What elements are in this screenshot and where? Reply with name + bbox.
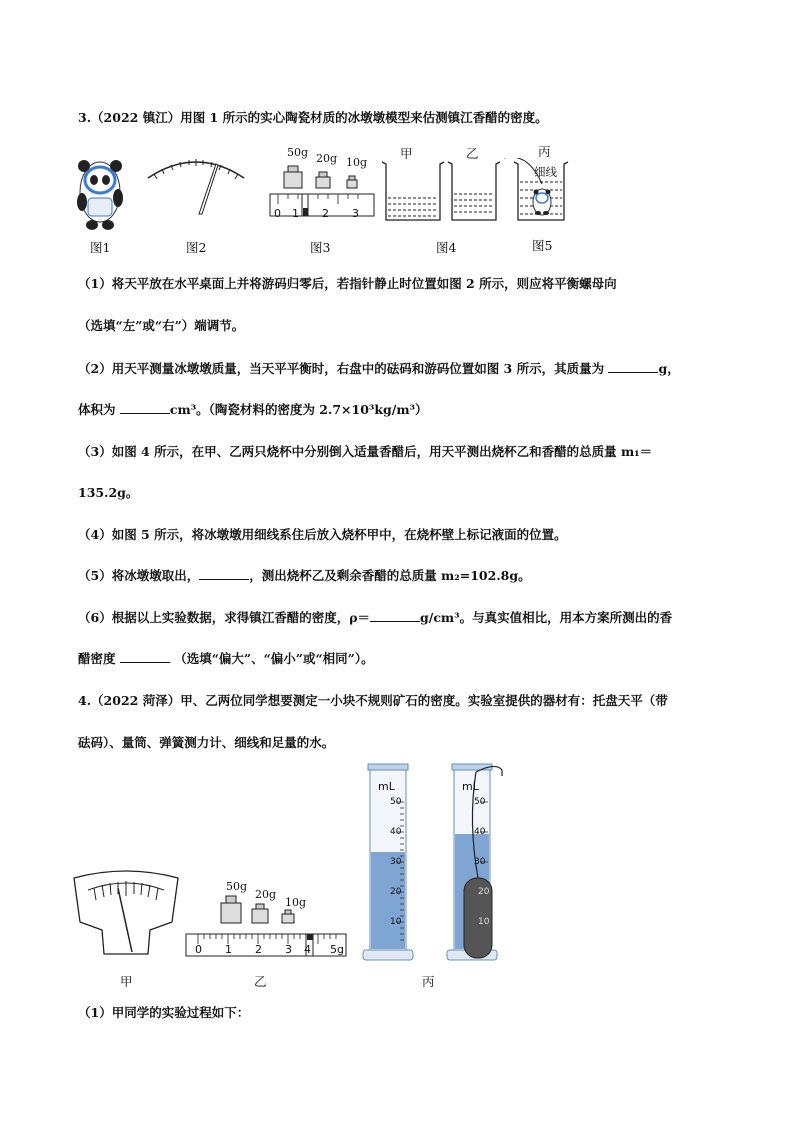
q3-part4: （4）如图 5 所示，将冰墩墩用细线系住后放入烧杯甲中，在烧杯壁上标记液面的位置。 [78,527,567,542]
q3-part2-unit: g， [658,361,680,376]
q3-part5 [78,568,531,584]
weight-label-10g: 10g [346,156,368,169]
q4-part1: （1）甲同学的实验过程如下： [78,1005,250,1020]
q3-part6-line1 [78,610,672,626]
fig-caption-5: 图5 [532,238,553,253]
q3-part6b-pre: 醋密度 [78,651,116,666]
q3-part6b-post: （选填“偏大”、“偏小”或“相同”）。 [174,651,374,666]
figure-yi-weights-and-scale [184,894,350,960]
q4-scale-tick-4: 4 [304,943,311,956]
q3-part1-line2: （选填“左”或“右”）端调节。 [78,318,245,333]
q4-weight-label-10g: 10g [285,896,307,909]
cylinder2-tick-20: 20 [478,887,490,897]
scale-tick-3: 3 [352,207,359,220]
fig-caption-1: 图1 [90,240,111,255]
cylinder1-tick-30: 30 [390,857,402,867]
q4-fig-caption-jia: 甲 [120,974,133,989]
figure-jia-balance-dial [72,862,180,958]
answer-blank-comparison[interactable] [120,651,170,663]
scale-tick-0: 0 [274,207,281,220]
q3-part3-line2: 135.2g。 [78,485,139,500]
answer-blank-density[interactable] [370,610,420,622]
cylinder2-tick-30: 30 [474,857,486,867]
q3-part2-line2 [78,402,428,418]
cylinder1-tick-50: 50 [390,797,402,807]
q3-stem: 3.（2022 镇江）用图 1 所示的实心陶瓷材质的冰墩墩模型来估测镇江香醋的密度。 [78,110,548,125]
q4-scale-tick-5: 5g [330,943,344,956]
q3-part2-line1 [78,361,680,377]
figure-4-5-beakers [378,158,572,224]
cylinder2-unit-label: mL [462,780,479,793]
q4-weight-label-20g: 20g [255,888,277,901]
q3-part2-text: （2）用天平测量冰墩墩质量，当天平平衡时，右盘中的砝码和游码位置如图 3 所示，其质量为 [78,361,605,376]
q3-part6-post: g/cm³。与真实值相比，用本方案所测出的香 [420,610,673,625]
figure-1-mascot [74,150,126,232]
q4-scale-tick-1: 1 [225,943,232,956]
beaker-label-jia: 甲 [400,146,413,161]
cylinder1-tick-20: 20 [390,887,402,897]
thread-label: 细线 [534,165,557,179]
q4-scale-tick-2: 2 [255,943,262,956]
answer-blank-mass[interactable] [608,361,658,373]
cylinder2-tick-50: 50 [474,797,486,807]
q4-fig-caption-yi: 乙 [254,974,267,989]
beaker-label-bing: 丙 [538,144,551,159]
cylinder2-tick-10: 10 [478,917,490,927]
q3-part1-line1: （1）将天平放在水平桌面上并将游码归零后，若指针静止时位置如图 2 所示，则应将平衡螺母向 [78,276,617,291]
q3-part2-volume-unit: cm³。（陶瓷材料的密度为 2.7×10³kg/m³） [169,402,428,417]
q3-part6-line2 [78,651,374,667]
q4-fig-caption-bing: 丙 [422,974,435,989]
cylinder1-unit-label: mL [378,780,395,793]
q3-part2-volume-label: 体积为 [78,402,116,417]
fig-caption-4: 图4 [436,240,457,255]
q3-part3-line1: （3）如图 4 所示，在甲、乙两只烧杯中分别倒入适量香醋后，用天平测出烧杯乙和香醋的总质量 m₁＝ [78,444,653,459]
answer-blank-volume[interactable] [120,402,170,414]
weight-label-50g: 50g [287,146,309,159]
q4-stem-line2: 砝码）、量筒、弹簧测力计、细线和足量的水。 [78,735,335,750]
weight-label-20g: 20g [316,152,338,165]
beaker-label-yi: 乙 [466,146,479,161]
cylinder2-tick-40: 40 [474,827,486,837]
cylinder1-tick-10: 10 [390,917,402,927]
fig-caption-2: 图2 [186,240,207,255]
q3-part6-pre: （6）根据以上实验数据，求得镇江香醋的密度，ρ＝ [78,610,371,625]
figure-2-pointer-dial [142,150,250,220]
cylinder1-tick-40: 40 [390,827,402,837]
q4-weight-label-50g: 50g [226,880,248,893]
q4-stem-line1: 4.（2022 菏泽）甲、乙两位同学想要测定一小块不规则矿石的密度。实验室提供的器材有：托盘天平（带 [78,693,668,708]
scale-tick-2: 2 [322,207,329,220]
q4-scale-tick-3: 3 [285,943,292,956]
scale-tick-1: 1 [292,207,299,220]
answer-blank-step[interactable] [199,568,249,580]
q3-part5-pre: （5）将冰墩墩取出， [78,568,200,583]
q3-part5-post: ，测出烧杯乙及剩余香醋的总质量 m₂=102.8g。 [249,568,531,583]
q4-scale-tick-0: 0 [195,943,202,956]
fig-caption-3: 图3 [310,240,331,255]
